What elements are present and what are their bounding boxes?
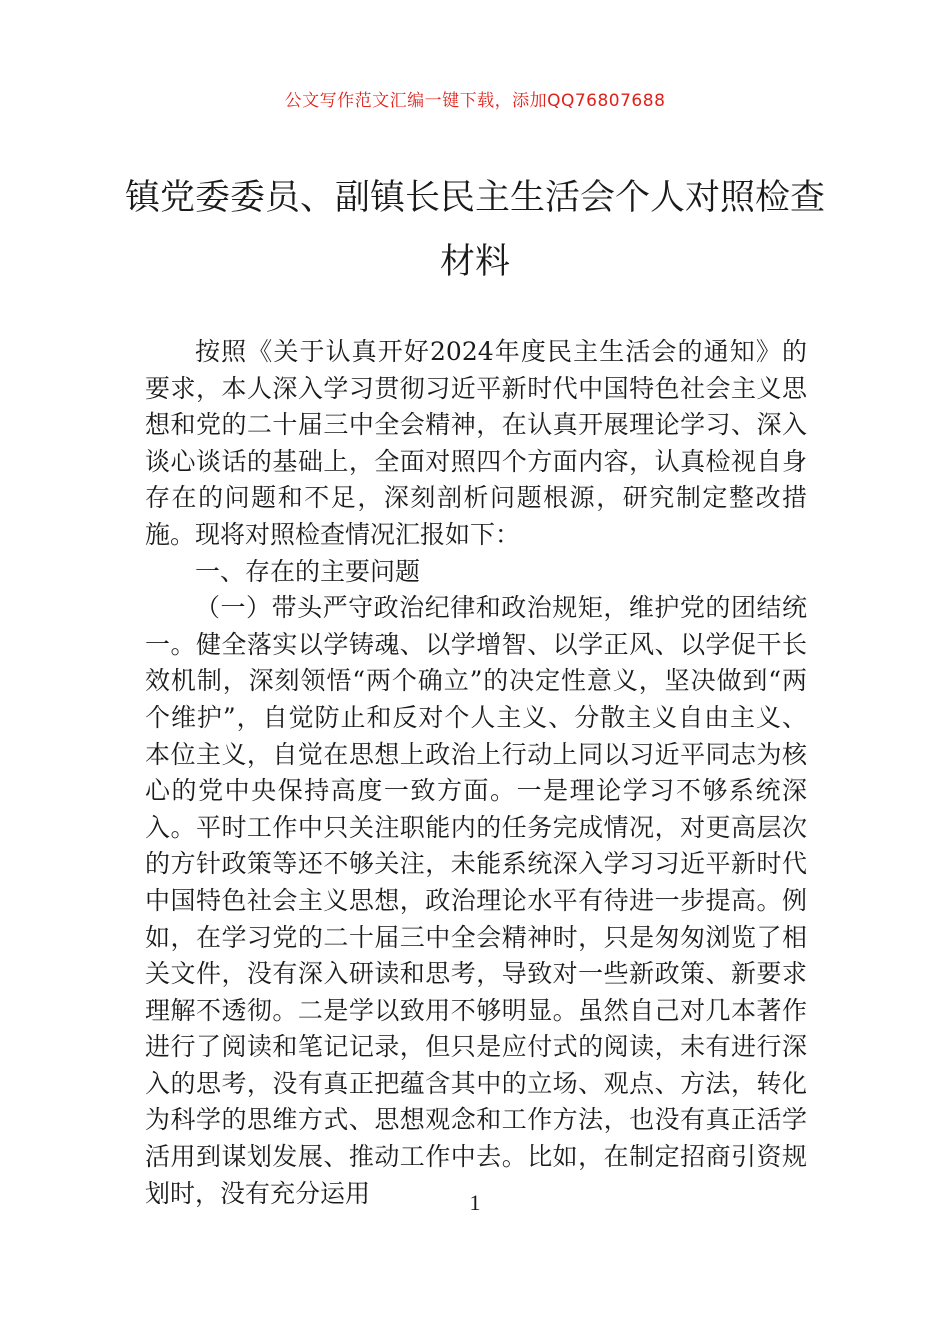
document-title: 镇党委委员、副镇长民主生活会个人对照检查材料 bbox=[124, 178, 825, 282]
section-heading: 一、存在的主要问题 bbox=[195, 556, 421, 586]
paragraph-intro: 按照《关于认真开好2024年度民主生活会的通知》的要求，本人深入学习贯彻习近平新时代中国特色社会主义思想和党的二十届三中全会精神，在认真开展理论学习、深入谈心谈话的基础上，全面对照四个方面内容，认真检视自身存在的问题和不足，深刻剖析问题根源，研究制定整改措施。现将对照检查情况汇报如下： bbox=[145, 337, 807, 549]
document-body bbox=[145, 334, 807, 1212]
page-number: 1 bbox=[469, 1190, 481, 1215]
paragraph-section-1: （一）带头严守政治纪律和政治规矩，维护党的团结统一。健全落实以学铸魂、以学增智、以学正风、以学促干长效机制，深刻领悟“两个确立”的决定性意义，坚决做到“两个维护”，自觉防止和反对个人主义、分散主义自由主义、本位主义，自觉在思想上政治上行动上同以习近平同志为核心的党中央保持高度一致方面。一是理论学习不够系统深入。平时工作中只关注职能内的任务完成情况，对更高层次的方针政策等还不够关注，未能系统深入学习习近平新时代中国特色社会主义思想，政治理论水平有待进一步提高。例如，在学习党的二十届三中全会精神时，只是匆匆浏览了相关文件，没有深入研读和思考，导致对一些新政策、新要求理解不透彻。二是学以致用不够明显。虽然自己对几本著作进行了阅读和笔记记录，但只是应付式的阅读，未有进行深入的思考，没有真正把蕴含其中的立场、观点、方法，转化为科学的思维方式、思想观念和工作方法，也没有真正活学活用到谋划发展、推动工作中去。比如，在制定招商引资规划时，没有充分运用 bbox=[145, 593, 807, 1208]
header-promo-text: 公文写作范文汇编一键下载，添加QQ76807688 bbox=[284, 91, 666, 111]
